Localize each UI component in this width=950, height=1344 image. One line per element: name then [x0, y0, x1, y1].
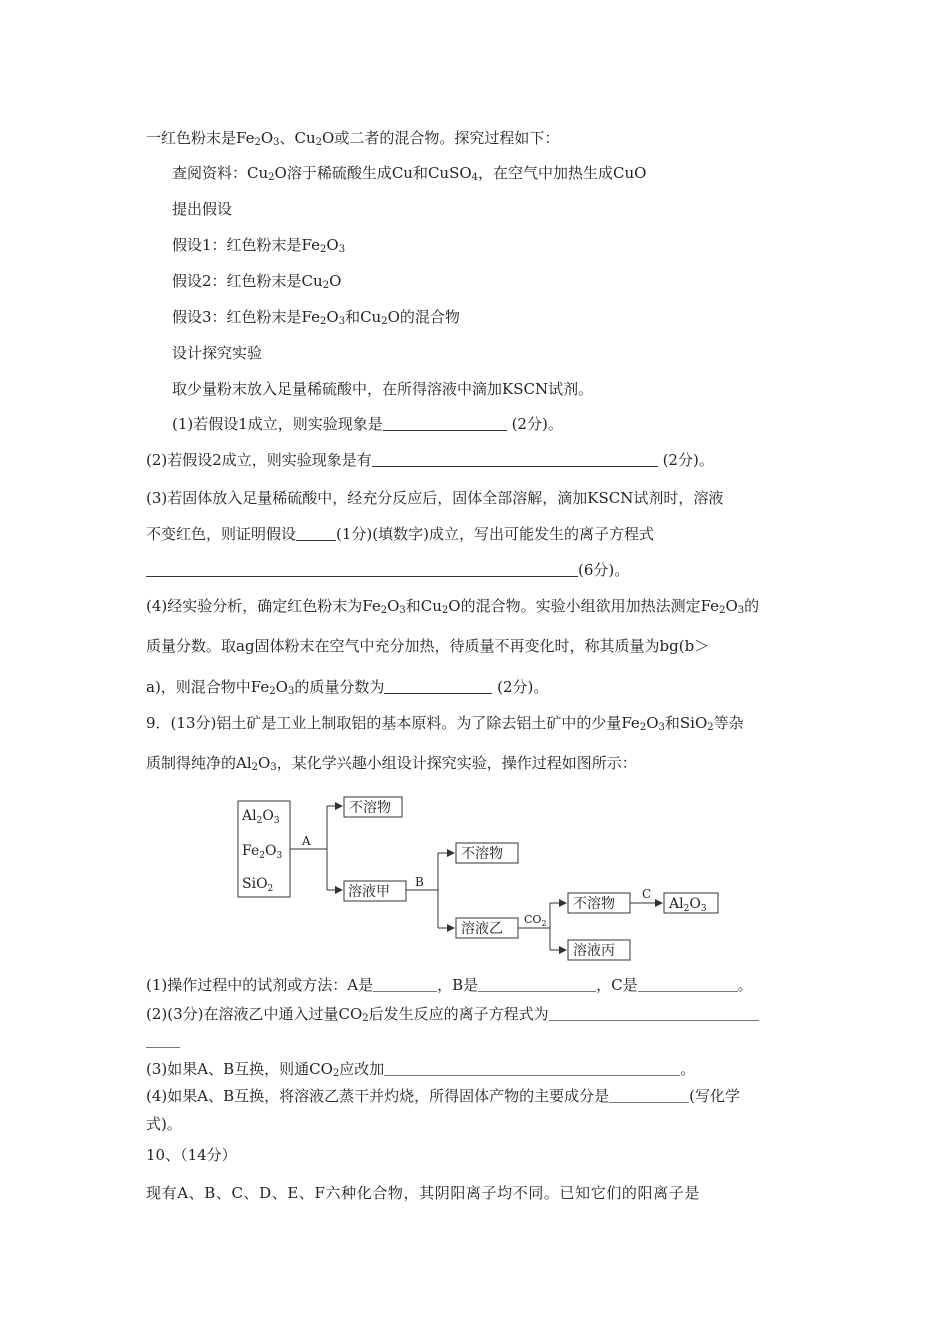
subscript: 3	[338, 244, 346, 255]
subscript: 2	[719, 605, 726, 616]
text: (2)(3分)在溶液乙中通入过量CO	[146, 1005, 363, 1023]
text: 的	[744, 597, 760, 615]
hypothesis-2	[172, 271, 341, 291]
subscript: 2	[268, 172, 275, 183]
text: 等杂	[713, 714, 744, 732]
text: O	[387, 597, 400, 615]
question-3-line-3	[146, 560, 629, 580]
text: (写化学	[689, 1087, 740, 1105]
question-4-line-3	[146, 677, 548, 697]
question-9-4-continuation: 式)。	[146, 1115, 182, 1133]
text: ，在空气中加热生成CuO	[478, 164, 647, 182]
text: (3)如果A、B互换，则通CO	[146, 1060, 333, 1078]
text: 不变红色，则证明假设	[146, 525, 297, 543]
subscript: 2	[362, 1013, 369, 1024]
text: O	[258, 754, 271, 772]
subscript: 2	[381, 316, 388, 327]
text: 和SiO	[664, 714, 708, 732]
text: (6分)。	[578, 561, 630, 579]
question-4-line-1	[146, 596, 759, 616]
text: ，C是	[596, 976, 638, 994]
insoluble-3-text: 不溶物	[573, 896, 615, 912]
text: 。	[680, 1060, 696, 1078]
reagent-c-label: C	[642, 887, 652, 901]
co2-label: $CO_2$	[524, 913, 547, 928]
flow-diagram-svg	[232, 795, 732, 970]
text: 和Cu	[405, 597, 442, 615]
subscript: 3	[737, 605, 745, 616]
experiment-text: 取少量粉末放入足量稀硫酸中，在所得溶液中滴加KSCN试剂。	[172, 380, 594, 398]
subscript: 2	[320, 244, 327, 255]
text: (1)若假设1成立，则实验现象是	[172, 415, 383, 433]
insoluble-1-text: 不溶物	[349, 800, 391, 816]
text: 一红色粉末是Fe	[146, 129, 255, 147]
question-3-line-1: (3)若固体放入足量稀硫酸中，经充分反应后，固体全部溶解，滴加KSCN试剂时，溶液	[146, 489, 724, 507]
text: (1分)(填数字)成立，写出可能发生的离子方程式	[336, 525, 654, 543]
mixture-fe2o3: $Fe_2O_3$	[242, 843, 283, 861]
subscript: 3	[399, 605, 406, 616]
text: 和Cu	[345, 308, 382, 326]
solution-yi-text: 溶液乙	[461, 921, 503, 937]
mixture-al2o3: $Al_2O_3$	[242, 808, 280, 826]
text: (4)如果A、B互换，将溶液乙蒸干并灼烧，所得固体产物的主要成分是	[146, 1087, 610, 1105]
product-al2o3-text: $Al_2O_3$	[669, 896, 707, 914]
question-9-2-continuation	[146, 1031, 180, 1051]
hypothesis-heading: 提出假设	[172, 200, 233, 218]
subscript: 2	[322, 280, 330, 291]
answer-blank[interactable]	[638, 977, 738, 992]
text: 、Cu	[279, 129, 316, 147]
subscript: 2	[320, 316, 327, 327]
subscript: 3	[658, 722, 665, 733]
text: O的混合物	[387, 308, 460, 326]
text: O	[329, 272, 342, 290]
insoluble-2-text: 不溶物	[461, 846, 503, 862]
question-9-1	[146, 975, 753, 995]
answer-blank[interactable]	[549, 1006, 759, 1021]
text: 。	[737, 976, 753, 994]
problem-10-heading: 10、（14分）	[146, 1146, 237, 1164]
intro-line	[146, 128, 559, 148]
hypothesis-3	[172, 307, 460, 327]
process-flow-diagram	[232, 795, 732, 970]
text: O	[646, 714, 659, 732]
solution-bing-text: 溶液丙	[573, 943, 615, 959]
text: ，某化学兴趣小组设计探究实验，操作过程如图所示：	[276, 754, 637, 772]
text: 应改加	[339, 1060, 385, 1078]
text: O或二者的混合物。探究过程如下：	[322, 129, 560, 147]
reference-line	[172, 163, 646, 183]
question-9-4	[146, 1086, 740, 1106]
text: a)，则混合物中Fe	[146, 678, 270, 696]
answer-blank[interactable]	[478, 977, 596, 992]
subscript: 3	[270, 762, 277, 773]
answer-blank[interactable]	[373, 977, 437, 992]
text: (2分)。	[511, 415, 563, 433]
experiment-heading: 设计探究实验	[172, 344, 263, 362]
text: O	[275, 678, 288, 696]
subscript: 2	[639, 722, 647, 733]
text: (2)若假设2成立，则实验现象是有	[146, 451, 372, 469]
answer-blank[interactable]	[384, 679, 492, 694]
subscript: 3	[273, 137, 280, 148]
subscript: 3	[338, 316, 346, 327]
text: 后发生反应的离子方程式为	[368, 1005, 549, 1023]
question-2	[146, 450, 714, 470]
text: 查阅资料：Cu	[172, 164, 269, 182]
text: 假设2：红色粉末是Cu	[172, 272, 323, 290]
subscript: 2	[441, 605, 449, 616]
text: O的混合物。实验小组欲用加热法测定Fe	[448, 597, 720, 615]
problem-9-line-1	[146, 713, 744, 733]
subscript: 2	[254, 137, 261, 148]
question-9-3	[146, 1059, 695, 1079]
subscript: 3	[287, 686, 295, 697]
text: (2分)。	[497, 678, 549, 696]
subscript: 4	[471, 172, 479, 183]
answer-blank[interactable]	[146, 1033, 180, 1048]
answer-blank[interactable]	[383, 416, 507, 431]
subscript: 2	[315, 137, 323, 148]
answer-blank[interactable]	[146, 562, 578, 577]
question-4-line-2: 质量分数。取ag固体粉末在空气中充分加热，待质量不再变化时，称其质量为bg(b＞	[146, 637, 710, 655]
answer-blank[interactable]	[296, 526, 336, 541]
text: (4)经实验分析，确定红色粉末为Fe	[146, 597, 381, 615]
hypothesis-1	[172, 235, 345, 255]
subscript: 2	[707, 722, 714, 733]
problem-10-text: 现有A、B、C、D、E、F六种化合物，其阴阳离子均不同。已知它们的阳离子是	[146, 1184, 700, 1202]
question-1	[172, 414, 563, 434]
text: 9．(13分)铝土矿是工业上制取铝的基本原料。为了除去铝土矿中的少量Fe	[146, 714, 640, 732]
text: 质制得纯净的Al	[146, 754, 252, 772]
question-3-line-2	[146, 524, 654, 544]
solution-jia-text: 溶液甲	[348, 884, 390, 900]
text: O	[326, 236, 339, 254]
subscript: 2	[269, 686, 276, 697]
text: O溶于稀硫酸生成Cu和CuSO	[274, 164, 472, 182]
text: (1)操作过程中的试剂或方法：A是	[146, 976, 374, 994]
text: O	[326, 308, 339, 326]
text: 假设3：红色粉末是Fe	[172, 308, 321, 326]
text: 假设1：红色粉末是Fe	[172, 236, 321, 254]
answer-blank[interactable]	[609, 1088, 689, 1103]
subscript: 2	[251, 762, 259, 773]
text: (2分)。	[662, 451, 714, 469]
question-9-2	[146, 1004, 759, 1024]
subscript: 2	[380, 605, 388, 616]
subscript: 2	[332, 1068, 340, 1079]
reagent-a-label: A	[302, 834, 311, 848]
problem-9-line-2	[146, 753, 637, 773]
mixture-sio2: SiO$_2$	[242, 876, 274, 894]
text: ，B是	[437, 976, 479, 994]
reagent-b-label: B	[415, 875, 424, 889]
answer-blank[interactable]	[384, 1061, 680, 1076]
text: 的质量分数为	[294, 678, 385, 696]
text: O	[260, 129, 274, 147]
text: O	[725, 597, 738, 615]
answer-blank[interactable]	[372, 452, 658, 467]
